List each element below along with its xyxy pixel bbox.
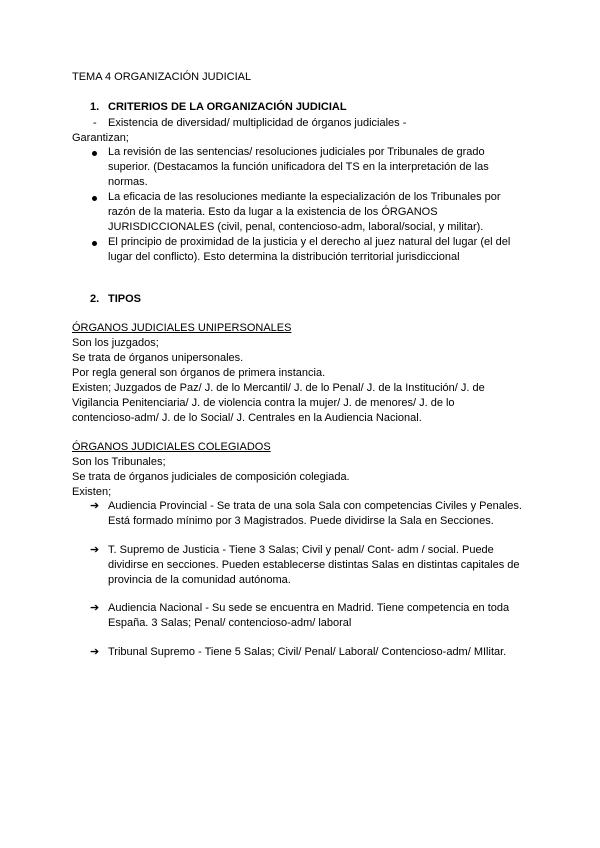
garantizan-intro: Garantizan;: [72, 132, 129, 144]
unipersonales-line: Por regla general son órganos de primera instancia.: [72, 367, 326, 379]
bullet-3-line-1: El principio de proximidad de la justicia y el derecho al juez natural del lugar (el del: [108, 236, 511, 248]
section-2-number: 2.: [90, 293, 100, 305]
section-1-number: 1.: [90, 101, 100, 113]
bullet-2-line-3: JURISDICCIONALES (civil, penal, contencioso-adm, laboral/social, y militar).: [108, 221, 484, 233]
bullet-2-line-2: razón de la materia. Esto da lugar a la existencia de los ÓRGANOS: [108, 206, 438, 218]
colegiado-item-2-line-2: dividirse en secciones. Pueden establecerse distintas Salas en distintas capitales de: [108, 559, 520, 571]
arrow-right-icon: ➔: [90, 544, 100, 556]
colegiados-line: Son los Tribunales;: [72, 456, 166, 468]
bullet-1-line-2: superior. (Destacamos la función unificadora del TS en la interpretación de las: [108, 161, 489, 173]
colegiado-item-3-line-1: Audiencia Nacional - Su sede se encuentra en Madrid. Tiene competencia en toda: [108, 602, 510, 614]
bullet-1-line-1: La revisión de las sentencias/ resoluciones judiciales por Tribunales de grado: [108, 146, 485, 158]
dash-item: Existencia de diversidad/ multiplicidad de órganos judiciales -: [108, 117, 407, 129]
colegiado-item-2-line-3: provincia de la comunidad autónoma.: [108, 574, 291, 586]
bullet-3-line-2: lugar del conflicto). Esto determina la distribución territorial jurisdiccional: [108, 251, 460, 263]
unipersonales-line: Son los juzgados;: [72, 337, 159, 349]
colegiados-heading: ÓRGANOS JUDICIALES COLEGIADOS: [72, 441, 271, 453]
bullet-icon: [92, 151, 97, 156]
unipersonales-heading: ÓRGANOS JUDICIALES UNIPERSONALES: [72, 322, 292, 334]
section-2-heading: TIPOS: [108, 293, 142, 305]
colegiados-line: Se trata de órganos judiciales de composición colegiada.: [72, 471, 350, 483]
colegiado-item-4-line-1: Tribunal Supremo - Tiene 5 Salas; Civil/ Penal/ Laboral/ Contencioso-adm/ MIlitar.: [108, 646, 507, 658]
dash-marker: -: [93, 117, 97, 129]
arrow-right-icon: ➔: [90, 500, 100, 512]
unipersonales-line: Vigilancia Penitenciaria/ J. de violencia contra la mujer/ J. de menores/ J. de lo: [72, 397, 455, 409]
unipersonales-line: Existen; Juzgados de Paz/ J. de lo Mercantil/ J. de lo Penal/ J. de la Institución/ J. de: [72, 382, 485, 394]
unipersonales-line: contencioso-adm/ J. de lo Social/ J. Centrales en la Audiencia Nacional.: [72, 412, 422, 424]
arrow-right-icon: ➔: [90, 602, 100, 614]
section-1-heading: CRITERIOS DE LA ORGANIZACIÓN JUDICIAL: [108, 101, 347, 113]
unipersonales-line: Se trata de órganos unipersonales.: [72, 352, 244, 364]
bullet-2-line-1: La eficacia de las resoluciones mediante la especialización de los Tribunales por: [108, 191, 501, 203]
colegiado-item-3-line-2: España. 3 Salas; Penal/ contencioso-adm/ laboral: [108, 617, 352, 629]
colegiado-item-1-line-2: Está formado mínimo por 3 Magistrados. Puede dividirse la Sala en Secciones.: [108, 515, 494, 527]
colegiados-line: Existen;: [72, 486, 112, 498]
document-title: TEMA 4 ORGANIZACIÓN JUDICIAL: [72, 71, 252, 83]
colegiado-item-1-line-1: Audiencia Provincial - Se trata de una sola Sala con competencias Civiles y Penales.: [108, 500, 522, 512]
colegiado-item-2-line-1: T. Supremo de Justicia - Tiene 3 Salas; Civil y penal/ Cont- adm / social. Puede: [108, 544, 494, 556]
bullet-icon: [92, 241, 97, 246]
bullet-1-line-3: normas.: [108, 176, 148, 188]
bullet-icon: [92, 196, 97, 201]
arrow-right-icon: ➔: [90, 646, 100, 658]
